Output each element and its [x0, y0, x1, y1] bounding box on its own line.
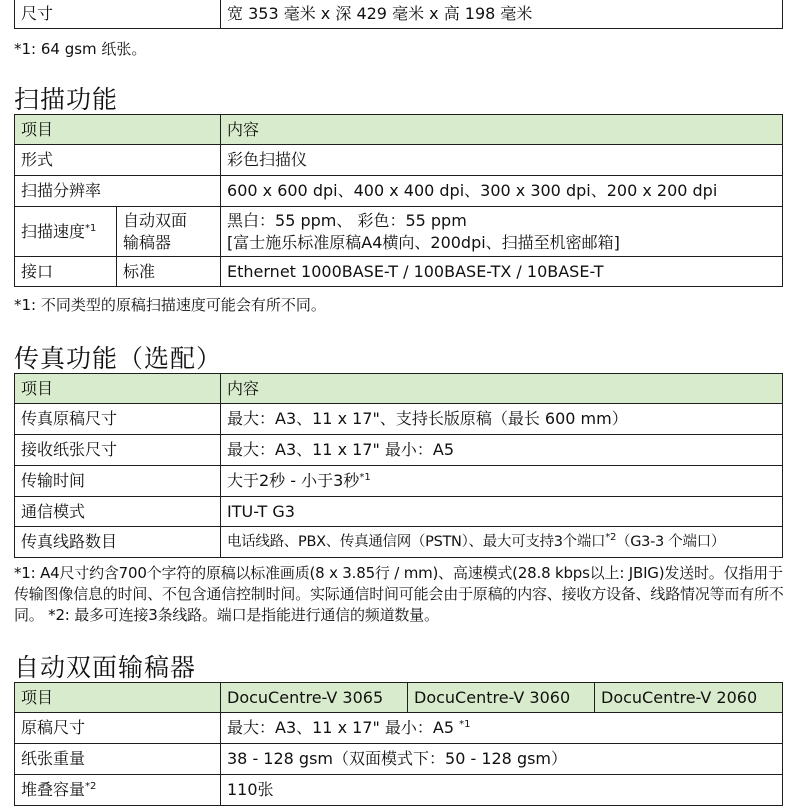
header-item: 项目: [15, 683, 221, 713]
table-row: [15, 404, 783, 435]
scan-note: *1: 不同类型的原稿扫描速度可能会有所不同。: [14, 296, 326, 314]
table-row: [15, 775, 783, 806]
interface-subcategory: 标准: [117, 257, 221, 287]
table-row: [15, 145, 783, 176]
dimensions-label: 尺寸: [15, 0, 221, 29]
fax-section-title: 传真功能（选配）: [14, 344, 223, 373]
interface-value: Ethernet 1000BASE-T / 100BASE-TX / 10BASE-T: [221, 257, 783, 287]
fax-row-label: 传输时间: [15, 466, 221, 497]
table-row: [15, 257, 783, 287]
fax-table: [14, 373, 783, 558]
table-row: [15, 207, 783, 257]
fax-row-value: 最大：A3、11 x 17"、支持长版原稿（最长 600 mm）: [221, 404, 783, 435]
footnote-mark: *1: [459, 719, 471, 730]
table-row: [15, 176, 783, 207]
table-row: [15, 435, 783, 466]
adf-section-title: 自动双面输稿器: [14, 653, 197, 682]
adf-size-label: 原稿尺寸: [15, 713, 221, 744]
header-item: 项目: [15, 374, 221, 404]
header-model: DocuCentre-V 3065: [221, 683, 408, 713]
footnote-mark: *2: [605, 532, 617, 543]
scan-resolution-value: 600 x 600 dpi、400 x 400 dpi、300 x 300 dpi、200 x 200 dpi: [221, 176, 783, 207]
footnote-mark: *1: [359, 472, 371, 483]
header-content: 内容: [221, 374, 783, 404]
scan-speed-subcategory: 自动双面 输稿器: [117, 207, 221, 257]
adf-size-value: 最大：A3、11 x 17" 最小：A5 $^{*1}$: [221, 713, 783, 744]
interface-label: 接口: [15, 257, 117, 287]
table-row: [15, 527, 783, 558]
table-header-row: [15, 683, 783, 713]
adf-weight-value: 38 - 128 gsm（双面模式下：50 - 128 gsm）: [221, 744, 783, 775]
table-header-row: [15, 115, 783, 145]
table-row: [15, 466, 783, 497]
fax-row-value: 电话线路、PBX、传真通信网（PSTN）、最大可支持3个端口$^{*2}$（G3-3 个端口）: [221, 527, 783, 558]
adf-weight-label: 纸张重量: [15, 744, 221, 775]
adf-stack-value: 110张: [221, 775, 783, 806]
footnote-mark: *1: [85, 222, 97, 234]
fax-row-label: 传真线路数目: [15, 527, 221, 558]
header-model: DocuCentre-V 3060: [408, 683, 595, 713]
fax-row-value: 最大：A3、11 x 17" 最小：A5: [221, 435, 783, 466]
table-row: [15, 744, 783, 775]
scan-section-title: 扫描功能: [14, 85, 119, 114]
adf-table: [14, 682, 783, 806]
header-model: DocuCentre-V 2060: [595, 683, 783, 713]
fax-row-value: 大于2秒 - 小于3秒$^{*1}$: [221, 466, 783, 497]
scan-table: [14, 114, 783, 287]
scan-speed-value: 黑白：55 ppm、 彩色：55 ppm [富士施乐标准原稿A4横向、200dpi、扫描至机密邮箱]: [221, 207, 783, 257]
scan-form-label: 形式: [15, 145, 221, 176]
fax-row-label: 通信模式: [15, 497, 221, 527]
fax-note: *1: A4尺寸约含700个字符的原稿以标准画质(8 x 3.85行 / mm)、高速模式(28.8 kbps以上: JBIG)发送时。仅指用于传输图像信息的时间、不包含通信控制时间。实际通信时间可能会由于原稿的内容、接收方设备、线路情况等而有所不同。 *2: 最多可连接3条线路。端口是指能进行通信的频道数量。: [14, 564, 784, 624]
table-row: [15, 713, 783, 744]
footnote-mark: *2: [85, 781, 97, 792]
dimensions-value: 宽 353 毫米 x 深 429 毫米 x 高 198 毫米: [221, 0, 783, 29]
table-row: [15, 0, 783, 29]
table-header-row: [15, 374, 783, 404]
adf-stack-label: 堆叠容量$^{*2}$: [15, 775, 221, 806]
scan-resolution-label: 扫描分辨率: [15, 176, 221, 207]
scan-form-value: 彩色扫描仪: [221, 145, 783, 176]
dimensions-table: [14, 0, 783, 29]
dimensions-note: *1: 64 gsm 纸张。: [14, 40, 147, 58]
fax-row-label: 传真原稿尺寸: [15, 404, 221, 435]
table-row: [15, 497, 783, 527]
header-item: 项目: [15, 115, 221, 145]
fax-row-value: ITU-T G3: [221, 497, 783, 527]
header-content: 内容: [221, 115, 783, 145]
scan-speed-label: 扫描速度$^{*1}$: [15, 207, 117, 257]
fax-row-label: 接收纸张尺寸: [15, 435, 221, 466]
